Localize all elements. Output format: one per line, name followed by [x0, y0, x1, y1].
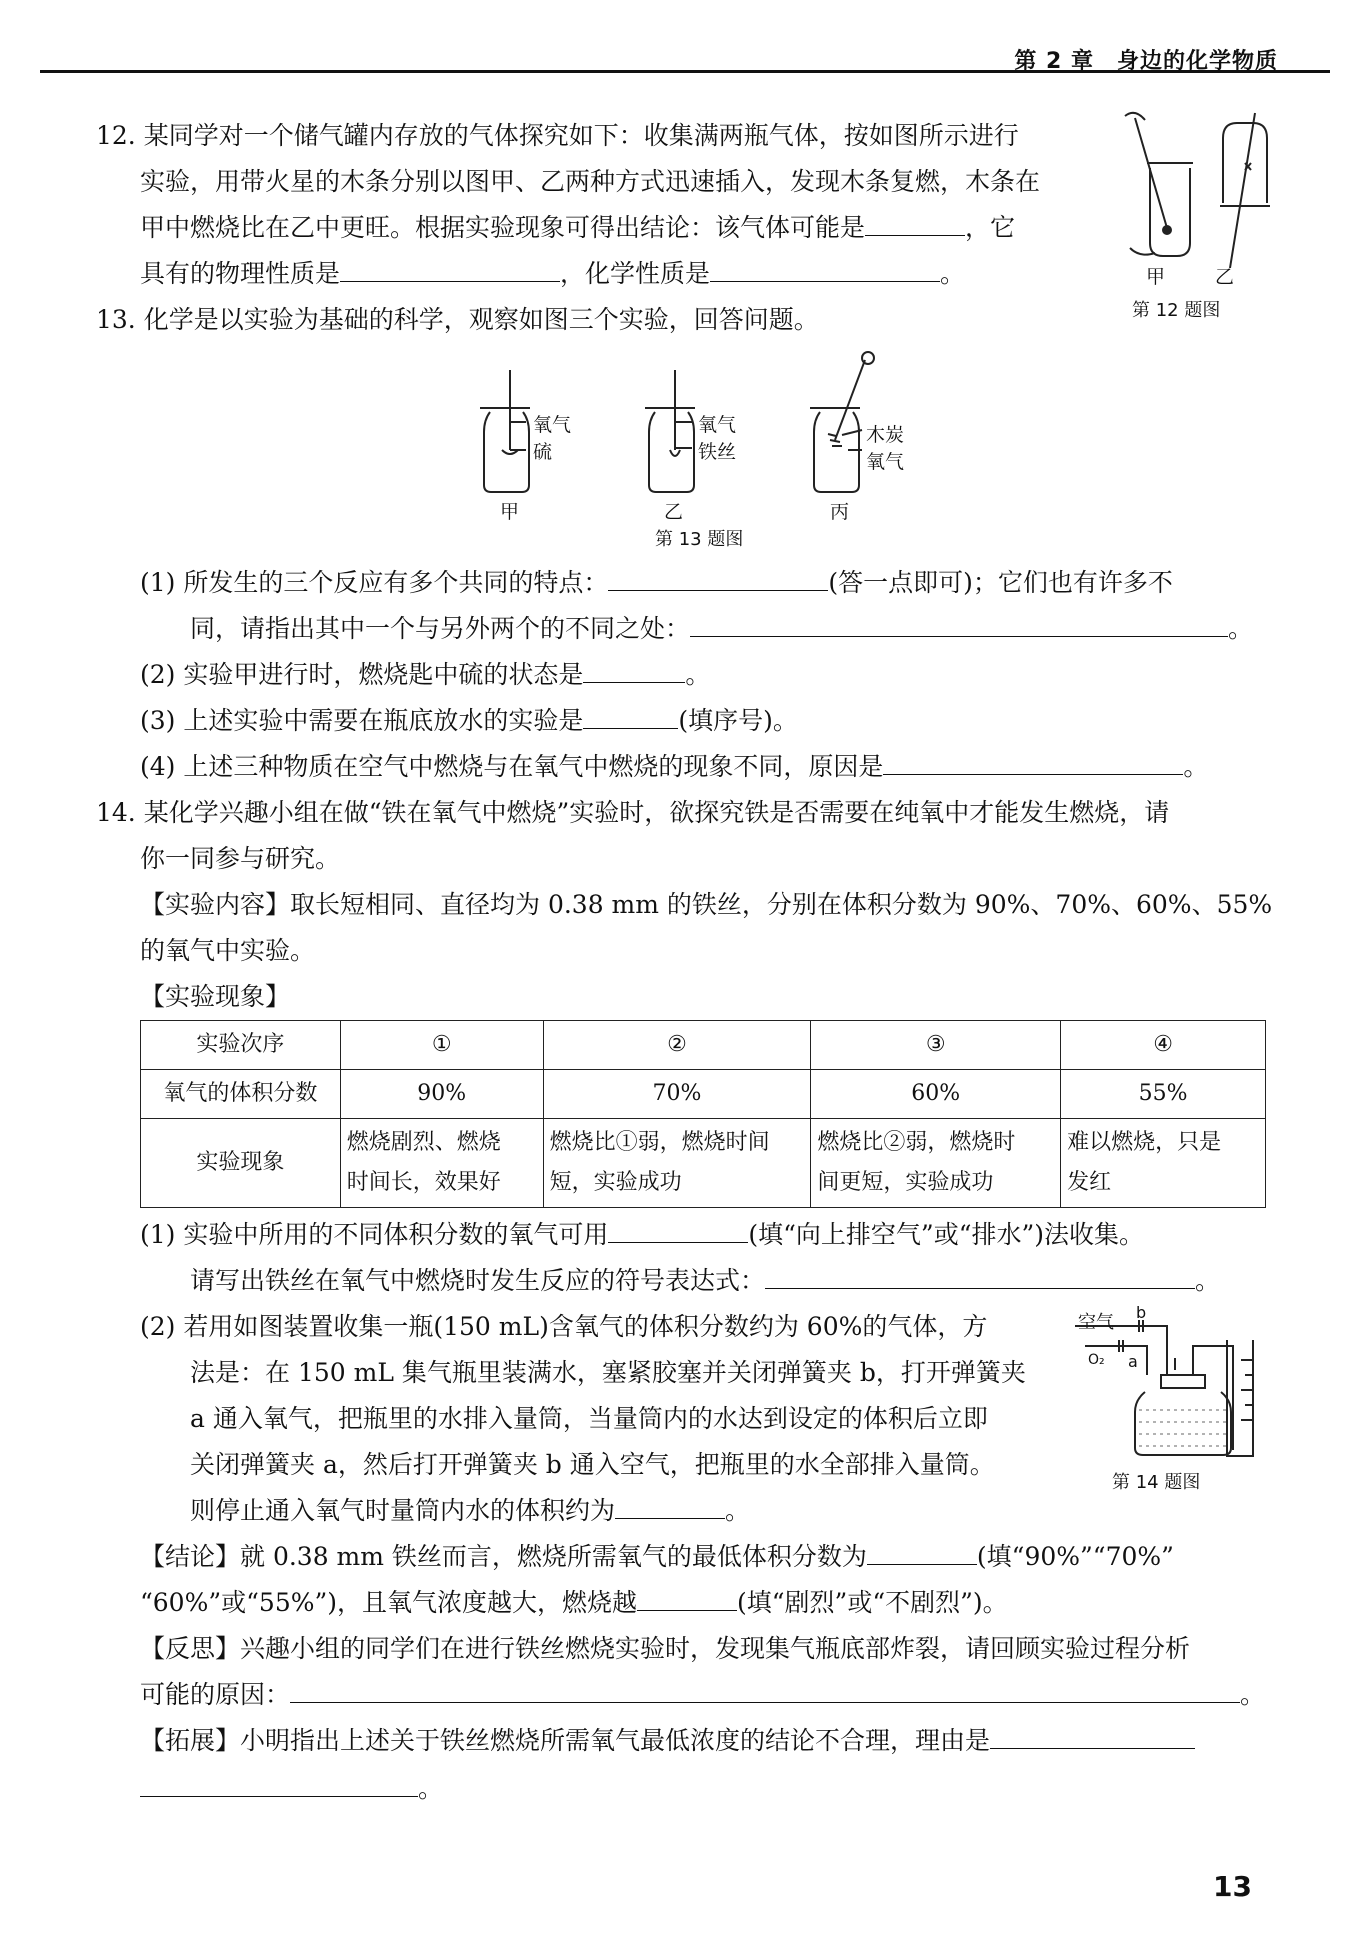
- q14-blank-extension-b[interactable]: [140, 1766, 418, 1797]
- phenomenon-line: 燃烧比①弱，燃烧时间: [549, 1130, 770, 1155]
- q13-part1-line2: [190, 606, 1253, 652]
- q13-blank-reason[interactable]: [883, 744, 1183, 775]
- q14-conclusion-tail: (填“90%”“70%”: [976, 1542, 1174, 1571]
- fig13-label-b: 乙: [664, 501, 684, 523]
- fig13-jar-a: [480, 370, 530, 492]
- phenomenon-cell: [811, 1119, 1061, 1208]
- q13-part4-end: 。: [1183, 752, 1209, 781]
- q14-sub1-text: (1) 实验中所用的不同体积分数的氧气可用: [140, 1220, 609, 1249]
- q14-reflection-line1: 【反思】兴趣小组的同学们在进行铁丝燃烧实验时，发现集气瓶底部炸裂，请回顾实验过程分析: [140, 1634, 1191, 1663]
- fig13-jar-c: [810, 352, 874, 492]
- q14-extension-text: 【拓展】小明指出上述关于铁丝燃烧所需氧气最低浓度的结论不合理，理由是: [140, 1726, 991, 1755]
- q14-blank-volume[interactable]: [615, 1488, 725, 1519]
- fig12-illustration: [1105, 108, 1305, 273]
- q14-content1: 【实验内容】取长短相同、直径均为 0.38 mm 的铁丝，分别在体积分数为 90%、70%、60%、55%: [140, 890, 1273, 919]
- fraction-cell: 70%: [543, 1070, 811, 1119]
- q14-reflection-line2: [140, 1672, 1265, 1718]
- table-row: [141, 1070, 1266, 1119]
- q14-conclusion-text2: “60%”或“55%”)，且氧气浓度越大，燃烧越: [140, 1588, 638, 1617]
- fig12-label-b: 乙: [1215, 266, 1235, 288]
- fig13-caption: 第 13 题图: [655, 529, 744, 550]
- q14-line2: 你一同参与研究。: [140, 844, 341, 873]
- fig13-c-substance: 木炭: [866, 424, 905, 446]
- q14-line1: 14. 某化学兴趣小组在做“铁在氧气中燃烧”实验时，欲探究铁是否需要在纯氧中才能发生燃烧，请: [96, 798, 1170, 827]
- phenomenon-line: 发红: [1067, 1170, 1112, 1195]
- phenomenon-cell: [340, 1119, 543, 1208]
- q13-part4: [140, 744, 1208, 790]
- q13-blank-common[interactable]: [608, 560, 828, 591]
- order-cell: ①: [340, 1021, 543, 1070]
- q13-part2-text: (2) 实验甲进行时，燃烧匙中硫的状态是: [140, 660, 584, 689]
- q12-blank-gas[interactable]: [865, 205, 965, 236]
- fig12-jar-inverted: [1220, 113, 1270, 268]
- q13-blank-water[interactable]: [583, 698, 678, 729]
- q14-sub2-line4: 关闭弹簧夹 a，然后打开弹簧夹 b 通入空气，把瓶里的水全部排入量筒。: [190, 1450, 995, 1479]
- q13-blank-sulfur-state[interactable]: [583, 652, 685, 683]
- fig13-jar-b: [645, 370, 695, 492]
- q14-blank-collection[interactable]: [608, 1212, 748, 1243]
- q13-blank-difference[interactable]: [690, 606, 1228, 637]
- fraction-cell: 60%: [811, 1070, 1061, 1119]
- fig14-caption: 第 14 题图: [1112, 1472, 1201, 1493]
- q13-part3-end: (填序号)。: [678, 706, 798, 735]
- fig14-o2-label: O₂: [1088, 1352, 1105, 1368]
- q12-line3-tail: ，它: [965, 213, 1016, 242]
- fig13-b-substance: 铁丝: [698, 441, 737, 463]
- q14-conclusion-tail2: (填“剧烈”或“不剧烈”)。: [737, 1588, 1008, 1617]
- phenomenon-line: 短，实验成功: [549, 1170, 682, 1195]
- fig12-label-a: 甲: [1146, 266, 1166, 288]
- order-cell: ②: [543, 1021, 811, 1070]
- q14-sub1-text2: 请写出铁丝在氧气中燃烧时发生反应的符号表达式：: [190, 1266, 766, 1295]
- order-cell: ③: [811, 1021, 1061, 1070]
- q14-extension-line1: [140, 1718, 1195, 1764]
- q14-blank-extension-a[interactable]: [990, 1718, 1195, 1749]
- order-cell: ④: [1061, 1021, 1266, 1070]
- q14-conclusion-text: 【结论】就 0.38 mm 铁丝而言，燃烧所需氧气的最低体积分数为: [140, 1542, 867, 1571]
- q13-part1-line1: [140, 560, 1173, 606]
- q14-reflection-text2: 可能的原因：: [140, 1680, 291, 1709]
- q14-extension-line2: [140, 1766, 443, 1812]
- q13-stem: 13. 化学是以实验为基础的科学，观察如图三个实验，回答问题。: [96, 305, 819, 334]
- q14-sub2-text5: 则停止通入氧气时量筒内水的体积约为: [190, 1496, 616, 1525]
- table-row: [141, 1021, 1266, 1070]
- q13-part1-text: (1) 所发生的三个反应有多个共同的特点：: [140, 568, 609, 597]
- q14-sub1-end: 。: [1195, 1266, 1221, 1295]
- q14-sub1-line2: [190, 1258, 1220, 1304]
- q14-conclusion-line2: [140, 1580, 1008, 1626]
- q12-blank-physical[interactable]: [340, 251, 560, 282]
- fig13-a-gas: 氧气: [533, 414, 572, 436]
- fig13-c-gas: 氧气: [866, 451, 905, 473]
- row-header-fraction: 氧气的体积分数: [141, 1070, 341, 1119]
- phenomenon-line: 燃烧比②弱，燃烧时: [817, 1130, 1016, 1155]
- row-header-phenomenon: 实验现象: [141, 1119, 341, 1208]
- q12-line1: 12. 某同学对一个储气罐内存放的气体探究如下：收集满两瓶气体，按如图所示进行: [96, 121, 1019, 150]
- q13-part3: [140, 698, 798, 744]
- phenomenon-line: 难以燃烧，只是: [1067, 1130, 1222, 1155]
- page-number: 13: [1213, 1870, 1252, 1903]
- q12-line2: 实验，用带火星的木条分别以图甲、乙两种方式迅速插入，发现木条复燃，木条在: [140, 167, 1041, 196]
- fig14-b-label: b: [1136, 1303, 1147, 1322]
- fraction-cell: 55%: [1061, 1070, 1266, 1119]
- phenomenon-line: 燃烧剧烈、燃烧: [346, 1130, 501, 1155]
- q14-sub2-line1: (2) 若用如图装置收集一瓶(150 mL)含氧气的体积分数约为 60%的气体，方: [140, 1312, 988, 1341]
- q14-sub2-end: 。: [725, 1496, 751, 1525]
- q13-part1-text2: 同，请指出其中一个与另外两个的不同之处：: [190, 614, 691, 643]
- q14-blank-min-fraction[interactable]: [867, 1534, 977, 1565]
- fig14-a-label: a: [1128, 1352, 1138, 1371]
- q12-line3: [140, 205, 1015, 251]
- q12-blank-chemical[interactable]: [710, 251, 940, 282]
- q12-line4: [140, 251, 965, 297]
- phenomenon-line: 间更短，实验成功: [817, 1170, 994, 1195]
- fig12-caption: 第 12 题图: [1132, 300, 1221, 321]
- phenomenon-line: 时间长，效果好: [346, 1170, 501, 1195]
- table-row: [141, 1119, 1266, 1208]
- q13-part2: [140, 652, 710, 698]
- q14-conclusion-line1: [140, 1534, 1174, 1580]
- fig14-air-label: 空气: [1078, 1312, 1114, 1333]
- experiment-table: [140, 1020, 1266, 1208]
- phenomenon-cell: [1061, 1119, 1266, 1208]
- q14-sub2-line5: [190, 1488, 750, 1534]
- q13-part4-text: (4) 上述三种物质在空气中燃烧与在氧气中燃烧的现象不同，原因是: [140, 752, 884, 781]
- fig13-label-c: 丙: [830, 501, 850, 523]
- header-rule: [40, 70, 1330, 73]
- q14-sub1-tail: (填“向上排空气”或“排水”)法收集。: [748, 1220, 1145, 1249]
- q13-part2-end: 。: [685, 660, 711, 689]
- fraction-cell: 90%: [340, 1070, 543, 1119]
- q14-extension-end: 。: [418, 1774, 444, 1803]
- q13-part3-text: (3) 上述实验中需要在瓶底放水的实验是: [140, 706, 584, 735]
- fig13-label-a: 甲: [500, 501, 520, 523]
- q12-line4-mid: ，化学性质是: [560, 259, 711, 288]
- q14-reflection-end: 。: [1240, 1680, 1266, 1709]
- q14-sub1-line1: [140, 1212, 1144, 1258]
- q14-phenomena-title: 【实验现象】: [140, 982, 291, 1011]
- q12-line3-text: 甲中燃烧比在乙中更旺。根据实验现象可得出结论：该气体可能是: [140, 213, 866, 242]
- q12-line4-end: 。: [940, 259, 966, 288]
- chapter-title: 第 2 章 身边的化学物质: [1014, 49, 1278, 74]
- fig13-b-gas: 氧气: [698, 414, 737, 436]
- q14-sub2-line2: 法是：在 150 mL 集气瓶里装满水，塞紧胶塞并关闭弹簧夹 b，打开弹簧夹: [190, 1358, 1026, 1387]
- q14-sub2-line3: a 通入氧气，把瓶里的水排入量筒，当量筒内的水达到设定的体积后立即: [190, 1404, 988, 1433]
- fig13-a-substance: 硫: [533, 441, 553, 463]
- q13-part1-end: 。: [1228, 614, 1254, 643]
- fig12-jar-upright: [1125, 113, 1193, 256]
- q12-line4-text: 具有的物理性质是: [140, 259, 341, 288]
- row-header-order: 实验次序: [141, 1021, 341, 1070]
- q14-content2: 的氧气中实验。: [140, 936, 316, 965]
- phenomenon-cell: [543, 1119, 811, 1208]
- q13-part1-tail: (答一点即可)；它们也有许多不: [828, 568, 1173, 597]
- q14-blank-intensity[interactable]: [637, 1580, 737, 1611]
- q14-blank-equation[interactable]: [765, 1258, 1195, 1289]
- q14-blank-crack-reason[interactable]: [290, 1672, 1240, 1703]
